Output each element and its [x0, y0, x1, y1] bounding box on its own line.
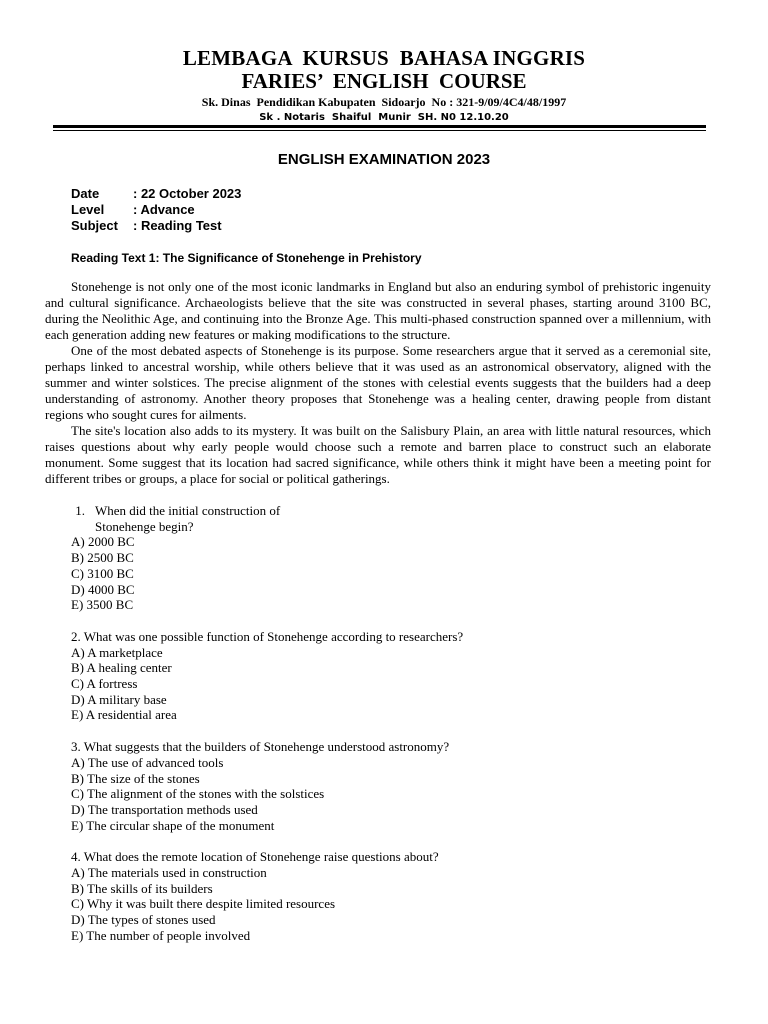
- reading-title: Reading Text 1: The Significance of Stonehenge in Prehistory: [71, 251, 422, 265]
- info-level-label: Level: [71, 202, 105, 217]
- passage-paragraph: The site's location also adds to its mystery. It was built on the Salisbury Plain, an area with little natural resources, which raises questions about why early people would choose such a remote and barren place to construct such an elaborate monument. Some suggest that its location had sacred significance, while others think it might have been a meeting point for different tribes or groups, a place for social or political gatherings.: [45, 423, 711, 486]
- info-subject: [71, 218, 241, 234]
- question-1-number: 1.: [75, 503, 85, 518]
- passage-paragraph: Stonehenge is not only one of the most iconic landmarks in England but also an enduring symbol of prehistoric ingenuity and cultural significance. Archaeologists believe that the site was constructed in several phases, starting around 3100 BC, during the Neolithic Age, and continuing into the Bronze Age. This multi-phased construction spanned over a millennium, with each generation adding new features or making modifications to the structure.: [45, 279, 711, 342]
- question-3-option-b: B) The size of the stones: [71, 770, 200, 786]
- header-divider: [53, 125, 706, 128]
- question-2-option-b: B) A healing center: [71, 660, 172, 676]
- exam-title: ENGLISH EXAMINATION 2023: [277, 151, 491, 168]
- question-2-option-a: A) A marketplace: [71, 644, 163, 660]
- reading-passage: [45, 279, 711, 487]
- info-level-value: : Advance: [133, 202, 195, 217]
- question-2-option-e: E) A residential area: [71, 707, 177, 723]
- question-1-text: When did the initial construction of Stonehenge begin?: [95, 503, 281, 534]
- question-list: [71, 503, 691, 960]
- question-4-option-c: C) Why it was built there despite limited resources: [71, 896, 336, 912]
- question-1-option-b: B) 2500 BC: [71, 550, 134, 566]
- course-name: FARIES’ ENGLISH COURSE: [241, 69, 527, 93]
- question-3-text: 3. What suggests that the builders of Stonehenge understood astronomy?: [71, 739, 450, 755]
- notary-number: Sk . Notaris Shaiful Munir SH. N0 12.10.20: [259, 112, 509, 123]
- question-2-text: 2. What was one possible function of Stonehenge according to researchers?: [71, 628, 464, 644]
- question-3: [71, 739, 691, 833]
- question-1-stem: [71, 503, 691, 534]
- question-4-option-e: E) The number of people involved: [71, 927, 251, 943]
- question-4-option-a: A) The materials used in construction: [71, 865, 267, 881]
- info-subject-label: Subject: [71, 218, 118, 233]
- info-date-value: : 22 October 2023: [133, 186, 242, 201]
- license-number: Sk. Dinas Pendidikan Kabupaten Sidoarjo No : 321-9/09/4C4/48/1997: [201, 95, 567, 109]
- question-3-option-c: C) The alignment of the stones with the solstices: [71, 786, 325, 802]
- question-2-option-c: C) A fortress: [71, 676, 138, 692]
- question-3-option-e: E) The circular shape of the monument: [71, 817, 275, 833]
- passage-paragraph: One of the most debated aspects of Stonehenge is its purpose. Some researchers argue that it served as a ceremonial site, perhaps linked to ancestral worship, while others believe that it was used as an astronomical observatory, aligned with the summer and winter solstices. The precise alignment of the stones with celestial events suggests that the builders had a deep understanding of astronomy. Another theory proposes that Stonehenge was a healing center, drawing people from distant regions who sought cures for ailments.: [45, 343, 711, 422]
- question-2: [71, 629, 691, 723]
- question-1-option-d: D) 4000 BC: [71, 581, 135, 597]
- question-1-option-c: C) 3100 BC: [71, 565, 134, 581]
- question-2-option-d: D) A military base: [71, 691, 167, 707]
- exam-info: [71, 186, 241, 234]
- question-1-option-e: E) 3500 BC: [71, 597, 134, 613]
- question-3-option-d: D) The transportation methods used: [71, 801, 258, 817]
- institution-name: LEMBAGA KURSUS BAHASA INGGRIS: [182, 46, 586, 70]
- info-date: [71, 186, 241, 202]
- info-subject-value: : Reading Test: [133, 218, 222, 233]
- question-4-text: 4. What does the remote location of Stonehenge raise questions about?: [71, 849, 439, 865]
- question-4-option-b: B) The skills of its builders: [71, 880, 213, 896]
- header-divider-thin: [53, 130, 706, 131]
- info-date-label: Date: [71, 186, 100, 201]
- question-1-option-a: A) 2000 BC: [71, 534, 135, 550]
- letterhead: [0, 46, 768, 125]
- question-4: [71, 849, 691, 943]
- question-3-option-a: A) The use of advanced tools: [71, 754, 224, 770]
- question-1: [71, 503, 691, 613]
- question-4-option-d: D) The types of stones used: [71, 912, 216, 928]
- info-level: [71, 202, 241, 218]
